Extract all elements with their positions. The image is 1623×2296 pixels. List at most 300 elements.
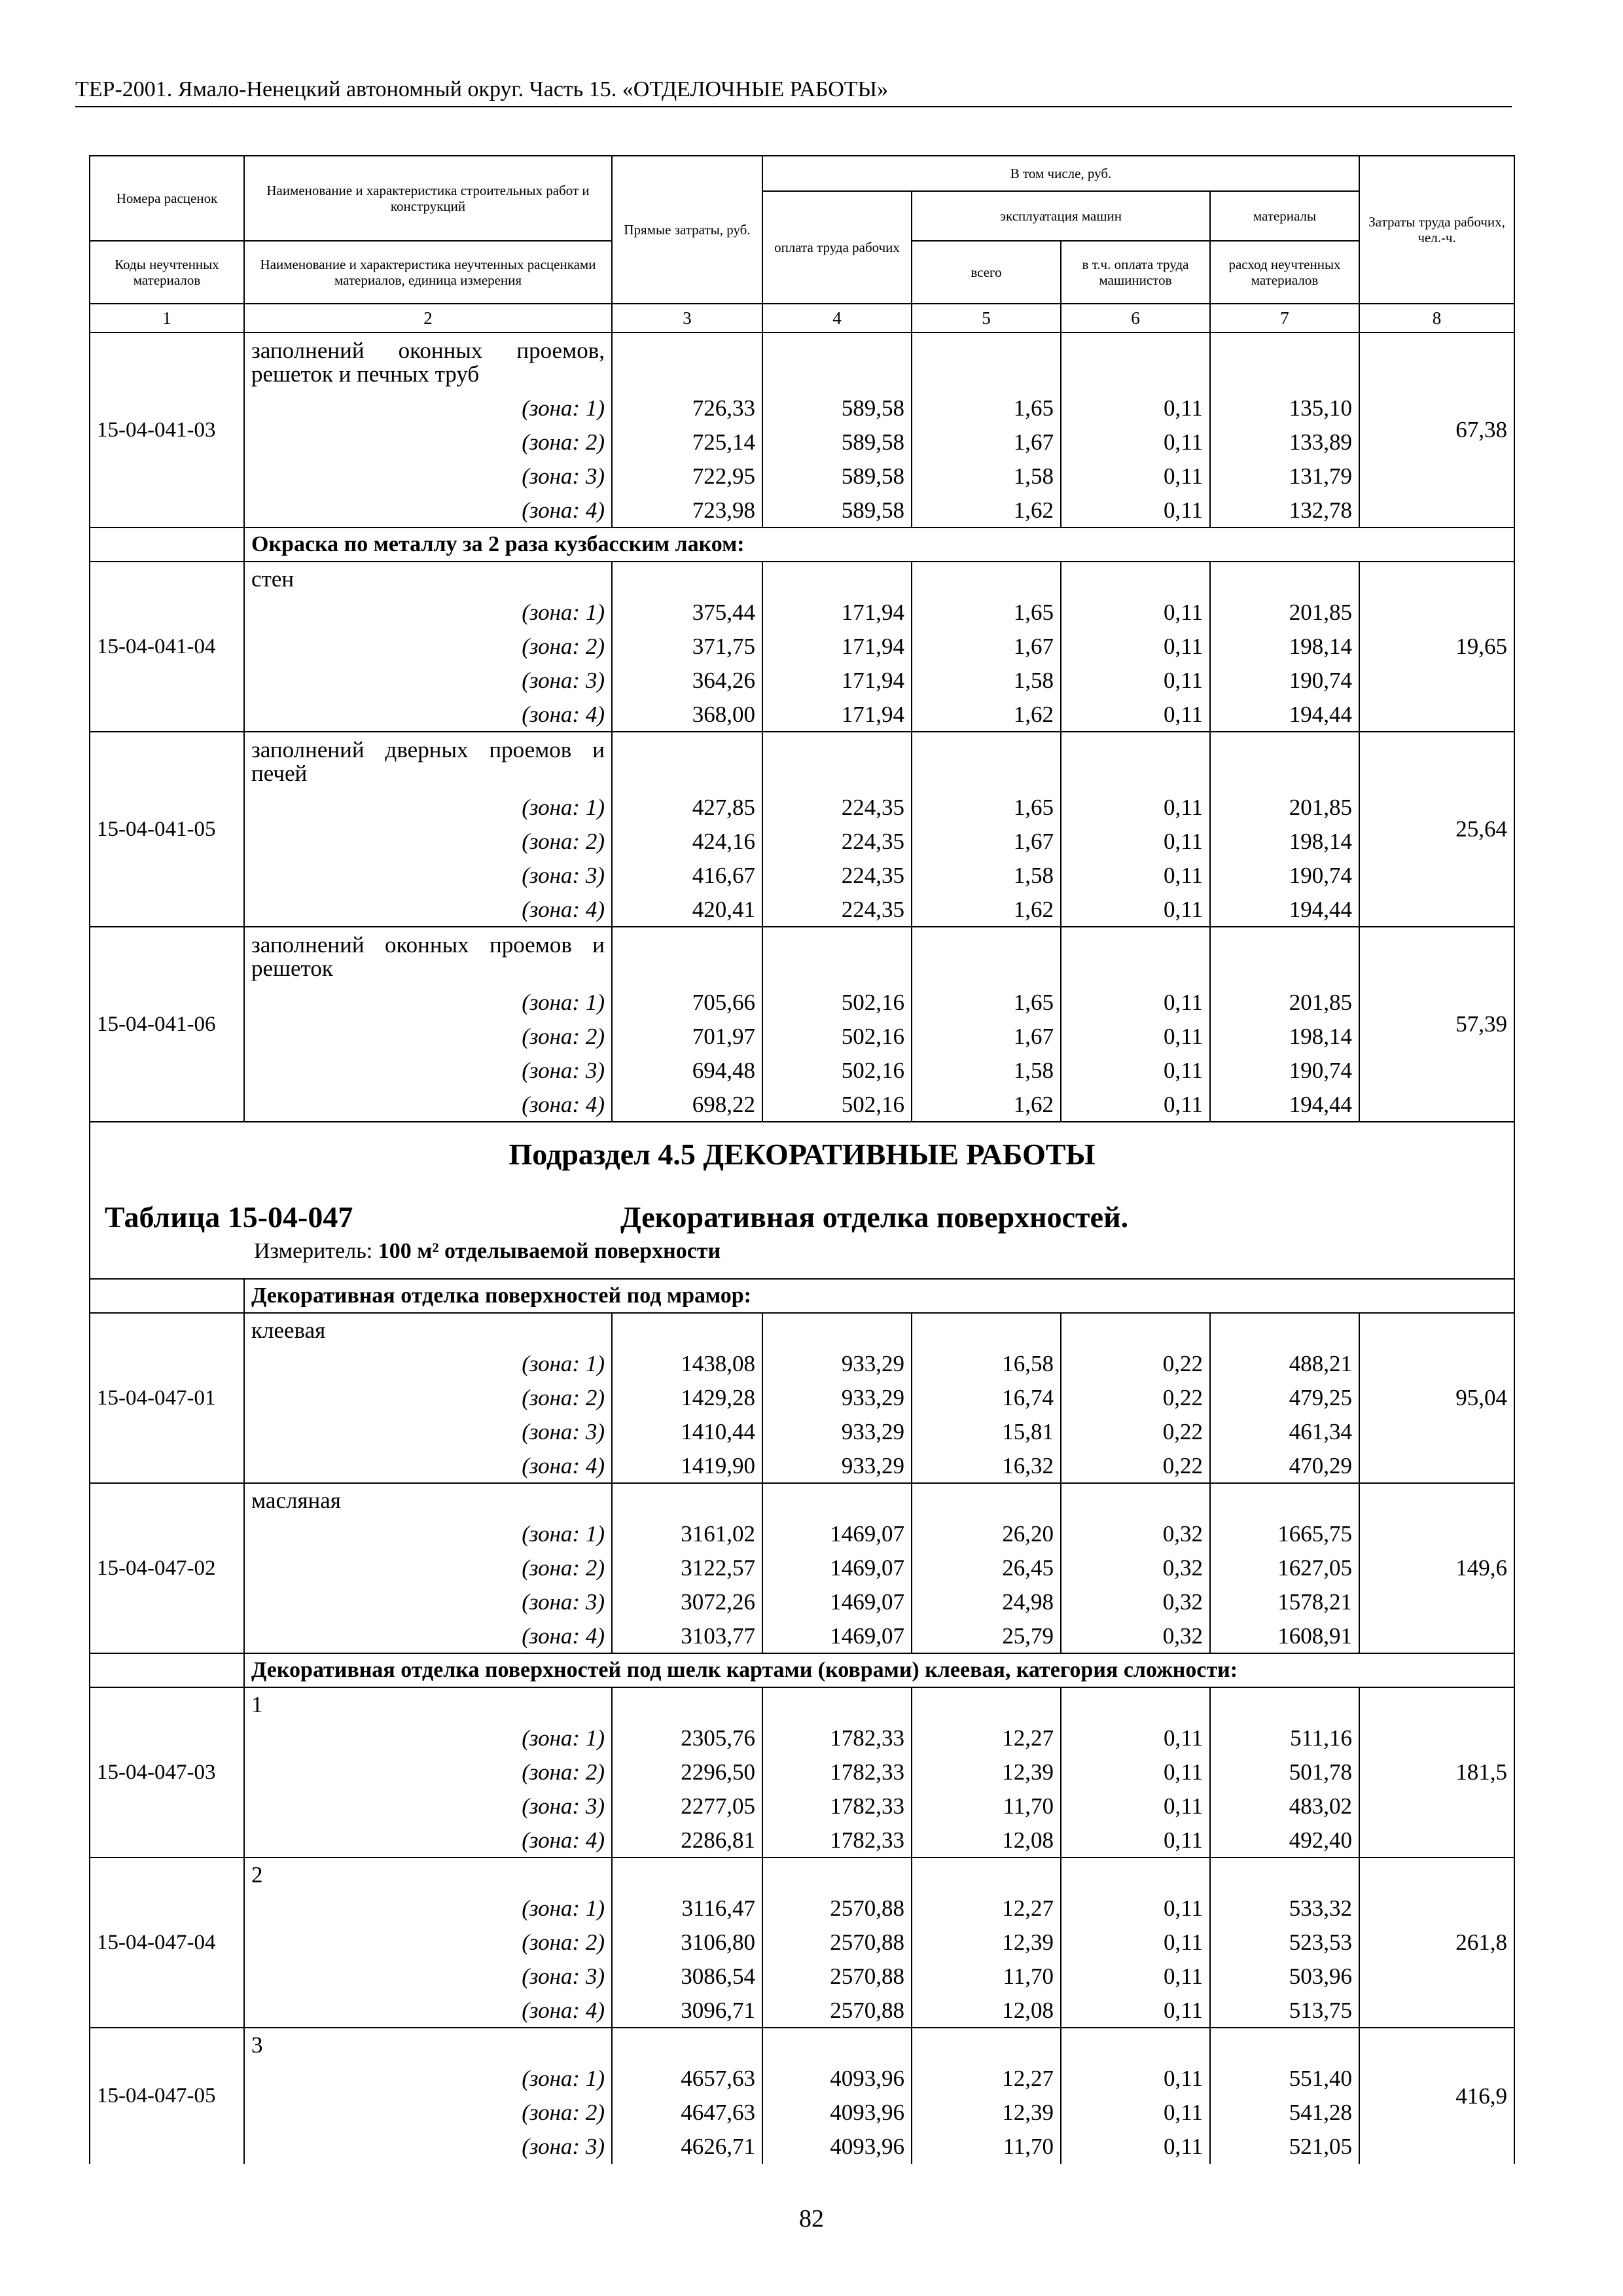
zone-value: 0,22 bbox=[1061, 1347, 1210, 1381]
rate-code: 15-04-047-05 bbox=[90, 2028, 244, 2164]
rate-row bbox=[90, 1483, 1514, 1517]
zone-row bbox=[90, 2096, 1514, 2130]
empty-cell bbox=[912, 1857, 1061, 1892]
zone-label: (зона: 1) bbox=[244, 1517, 612, 1551]
zone-value: 502,16 bbox=[762, 1054, 912, 1088]
zone-value: 1,67 bbox=[912, 1020, 1061, 1054]
subsection-row bbox=[90, 1122, 1514, 1279]
zone-value: 25,79 bbox=[912, 1619, 1061, 1653]
rate-code: 15-04-047-04 bbox=[90, 1857, 244, 2028]
zone-row bbox=[90, 1054, 1514, 1088]
zone-row bbox=[90, 859, 1514, 893]
zone-value: 15,81 bbox=[912, 1415, 1061, 1449]
rate-name: 3 bbox=[244, 2028, 612, 2062]
zone-value: 1,58 bbox=[912, 459, 1061, 493]
zone-value: 0,11 bbox=[1061, 2062, 1210, 2096]
zone-value: 194,44 bbox=[1210, 893, 1359, 927]
column-number-row bbox=[90, 304, 1514, 332]
zone-value: 2296,50 bbox=[612, 1755, 762, 1789]
zone-row bbox=[90, 2062, 1514, 2096]
zone-value: 0,32 bbox=[1061, 1585, 1210, 1619]
zone-value: 26,45 bbox=[912, 1551, 1061, 1585]
zone-label: (зона: 4) bbox=[244, 893, 612, 927]
zone-label: (зона: 1) bbox=[244, 791, 612, 825]
col1-top-header: Номера расценок bbox=[90, 156, 244, 241]
zone-label: (зона: 3) bbox=[244, 2130, 612, 2164]
zone-value: 201,85 bbox=[1210, 986, 1359, 1020]
zone-value: 4093,96 bbox=[762, 2130, 912, 2164]
zone-row bbox=[90, 664, 1514, 698]
zone-value: 3096,71 bbox=[612, 1994, 762, 2028]
empty-cell bbox=[912, 732, 1061, 791]
zone-value: 0,11 bbox=[1061, 2130, 1210, 2164]
rate-row bbox=[90, 927, 1514, 986]
column-number: 7 bbox=[1210, 304, 1359, 332]
zone-value: 0,11 bbox=[1061, 1892, 1210, 1926]
zone-value: 2286,81 bbox=[612, 1823, 762, 1857]
zone-value: 589,58 bbox=[762, 391, 912, 425]
zone-value: 521,05 bbox=[1210, 2130, 1359, 2164]
zone-value: 0,11 bbox=[1061, 391, 1210, 425]
zone-row bbox=[90, 825, 1514, 859]
zone-value: 701,97 bbox=[612, 1020, 762, 1054]
zone-row bbox=[90, 459, 1514, 493]
subsection-cell bbox=[90, 1122, 1514, 1279]
zone-value: 371,75 bbox=[612, 630, 762, 664]
empty-cell bbox=[762, 1687, 912, 1721]
col4-header: оплата труда рабочих bbox=[762, 191, 912, 304]
empty-cell bbox=[1210, 562, 1359, 596]
zone-value: 0,11 bbox=[1061, 459, 1210, 493]
empty-cell bbox=[1210, 732, 1359, 791]
zone-value: 201,85 bbox=[1210, 596, 1359, 630]
zone-value: 2570,88 bbox=[762, 1960, 912, 1994]
zone-row bbox=[90, 391, 1514, 425]
zone-value: 933,29 bbox=[762, 1415, 912, 1449]
zone-value: 12,27 bbox=[912, 2062, 1061, 2096]
labor-cost: 19,65 bbox=[1359, 562, 1514, 732]
zone-value: 1,58 bbox=[912, 664, 1061, 698]
zone-value: 12,39 bbox=[912, 1926, 1061, 1960]
rate-row bbox=[90, 1313, 1514, 1347]
col5-header: всего bbox=[912, 241, 1061, 304]
zone-row bbox=[90, 1347, 1514, 1381]
zone-value: 194,44 bbox=[1210, 698, 1359, 732]
empty-cell bbox=[762, 562, 912, 596]
rate-row bbox=[90, 562, 1514, 596]
zone-value: 0,11 bbox=[1061, 596, 1210, 630]
empty-cell bbox=[762, 1313, 912, 1347]
zone-value: 0,11 bbox=[1061, 1994, 1210, 2028]
zone-value: 523,53 bbox=[1210, 1926, 1359, 1960]
col2-bottom-header: Наименование и характеристика неучтенных расценками материалов, единица измерения bbox=[244, 241, 612, 304]
empty-cell bbox=[912, 2028, 1061, 2062]
zone-value: 1,58 bbox=[912, 1054, 1061, 1088]
zone-value: 0,11 bbox=[1061, 493, 1210, 528]
section-row bbox=[90, 1653, 1514, 1687]
table-name: Декоративная отделка поверхностей. bbox=[620, 1200, 1129, 1234]
zone-row bbox=[90, 1960, 1514, 1994]
empty-cell bbox=[762, 2028, 912, 2062]
zone-label: (зона: 4) bbox=[244, 1823, 612, 1857]
zone-value: 483,02 bbox=[1210, 1789, 1359, 1823]
zone-value: 3103,77 bbox=[612, 1619, 762, 1653]
zone-value: 501,78 bbox=[1210, 1755, 1359, 1789]
zone-value: 589,58 bbox=[762, 493, 912, 528]
zone-value: 427,85 bbox=[612, 791, 762, 825]
zone-value: 131,79 bbox=[1210, 459, 1359, 493]
zone-label: (зона: 3) bbox=[244, 859, 612, 893]
zone-value: 0,11 bbox=[1061, 1823, 1210, 1857]
empty-cell bbox=[1061, 332, 1210, 391]
empty-cell bbox=[1061, 1857, 1210, 1892]
zone-value: 1438,08 bbox=[612, 1347, 762, 1381]
col7-header: расход неучтенных материалов bbox=[1210, 241, 1359, 304]
zone-value: 190,74 bbox=[1210, 1054, 1359, 1088]
zone-value: 171,94 bbox=[762, 630, 912, 664]
section-title: Декоративная отделка поверхностей под шелк картами (коврами) клеевая, категория сложности: bbox=[244, 1653, 1514, 1687]
zone-value: 694,48 bbox=[612, 1054, 762, 1088]
zone-value: 1,65 bbox=[912, 791, 1061, 825]
rate-code: 15-04-041-05 bbox=[90, 732, 244, 927]
zone-value: 4093,96 bbox=[762, 2096, 912, 2130]
col8-header: Затраты труда рабочих, чел.-ч. bbox=[1359, 156, 1514, 304]
column-number: 2 bbox=[244, 304, 612, 332]
zone-row bbox=[90, 1020, 1514, 1054]
zone-row bbox=[90, 1823, 1514, 1857]
empty-cell bbox=[912, 562, 1061, 596]
rate-name: заполнений оконных проемов и решеток bbox=[244, 927, 612, 986]
zone-row bbox=[90, 425, 1514, 459]
subsection-title: Подраздел 4.5 ДЕКОРАТИВНЫЕ РАБОТЫ bbox=[508, 1138, 1096, 1171]
zone-value: 0,11 bbox=[1061, 893, 1210, 927]
page-number: 82 bbox=[799, 2205, 824, 2233]
zone-value: 511,16 bbox=[1210, 1721, 1359, 1755]
zone-value: 502,16 bbox=[762, 1088, 912, 1122]
column-number: 3 bbox=[612, 304, 762, 332]
empty-cell bbox=[762, 1857, 912, 1892]
zone-row bbox=[90, 791, 1514, 825]
zone-label: (зона: 4) bbox=[244, 493, 612, 528]
zone-label: (зона: 4) bbox=[244, 698, 612, 732]
zone-value: 1469,07 bbox=[762, 1619, 912, 1653]
zone-value: 0,11 bbox=[1061, 630, 1210, 664]
column-number: 4 bbox=[762, 304, 912, 332]
zone-value: 723,98 bbox=[612, 493, 762, 528]
zone-value: 198,14 bbox=[1210, 1020, 1359, 1054]
zone-value: 551,40 bbox=[1210, 2062, 1359, 2096]
zone-label: (зона: 2) bbox=[244, 425, 612, 459]
zone-row bbox=[90, 893, 1514, 927]
zone-row bbox=[90, 986, 1514, 1020]
zone-value: 4093,96 bbox=[762, 2062, 912, 2096]
zone-value: 11,70 bbox=[912, 1789, 1061, 1823]
empty-cell bbox=[912, 927, 1061, 986]
zone-value: 1,65 bbox=[912, 986, 1061, 1020]
zone-value: 0,11 bbox=[1061, 1721, 1210, 1755]
zone-label: (зона: 2) bbox=[244, 2096, 612, 2130]
zone-value: 201,85 bbox=[1210, 791, 1359, 825]
zone-value: 0,32 bbox=[1061, 1619, 1210, 1653]
empty-cell bbox=[1061, 2028, 1210, 2062]
zone-label: (зона: 1) bbox=[244, 986, 612, 1020]
rate-name: клеевая bbox=[244, 1313, 612, 1347]
zone-value: 224,35 bbox=[762, 825, 912, 859]
section-spacer bbox=[90, 528, 244, 562]
zone-value: 726,33 bbox=[612, 391, 762, 425]
empty-cell bbox=[1210, 332, 1359, 391]
zone-label: (зона: 2) bbox=[244, 1926, 612, 1960]
rate-row bbox=[90, 332, 1514, 391]
zone-label: (зона: 4) bbox=[244, 1994, 612, 2028]
zone-row bbox=[90, 698, 1514, 732]
empty-cell bbox=[1210, 2028, 1359, 2062]
section-title: Окраска по металлу за 2 раза кузбасским лаком: bbox=[244, 528, 1514, 562]
rate-name: 1 bbox=[244, 1687, 612, 1721]
zone-value: 198,14 bbox=[1210, 825, 1359, 859]
table-number: Таблица 15-04-047 bbox=[105, 1200, 353, 1234]
zone-value: 424,16 bbox=[612, 825, 762, 859]
rate-name: 2 bbox=[244, 1857, 612, 1892]
zone-value: 1782,33 bbox=[762, 1823, 912, 1857]
zone-value: 1469,07 bbox=[762, 1517, 912, 1551]
zone-value: 1,65 bbox=[912, 391, 1061, 425]
rate-row bbox=[90, 1857, 1514, 1892]
zone-label: (зона: 2) bbox=[244, 825, 612, 859]
zone-row bbox=[90, 1517, 1514, 1551]
zone-label: (зона: 3) bbox=[244, 1789, 612, 1823]
rate-row bbox=[90, 732, 1514, 791]
labor-cost: 95,04 bbox=[1359, 1313, 1514, 1483]
zone-value: 0,11 bbox=[1061, 859, 1210, 893]
zone-row bbox=[90, 1415, 1514, 1449]
zone-label: (зона: 4) bbox=[244, 1619, 612, 1653]
zone-value: 135,10 bbox=[1210, 391, 1359, 425]
empty-cell bbox=[612, 1687, 762, 1721]
zone-value: 1429,28 bbox=[612, 1381, 762, 1415]
zone-value: 461,34 bbox=[1210, 1415, 1359, 1449]
rate-code: 15-04-047-02 bbox=[90, 1483, 244, 1653]
zone-value: 16,58 bbox=[912, 1347, 1061, 1381]
zone-value: 933,29 bbox=[762, 1381, 912, 1415]
zone-value: 2277,05 bbox=[612, 1789, 762, 1823]
zone-row bbox=[90, 1088, 1514, 1122]
zone-value: 4626,71 bbox=[612, 2130, 762, 2164]
zone-value: 194,44 bbox=[1210, 1088, 1359, 1122]
zone-value: 3086,54 bbox=[612, 1960, 762, 1994]
zone-value: 4657,63 bbox=[612, 2062, 762, 2096]
empty-cell bbox=[612, 332, 762, 391]
meter-line bbox=[254, 1239, 721, 1264]
zone-row bbox=[90, 1449, 1514, 1483]
machines-header: эксплуатация машин bbox=[912, 191, 1210, 241]
empty-cell bbox=[612, 1483, 762, 1517]
zone-label: (зона: 4) bbox=[244, 1088, 612, 1122]
zone-label: (зона: 1) bbox=[244, 1721, 612, 1755]
empty-cell bbox=[912, 332, 1061, 391]
empty-cell bbox=[1061, 927, 1210, 986]
zone-value: 0,11 bbox=[1061, 1020, 1210, 1054]
labor-cost: 261,8 bbox=[1359, 1857, 1514, 2028]
zone-row bbox=[90, 1381, 1514, 1415]
rate-code: 15-04-041-03 bbox=[90, 332, 244, 528]
section-spacer bbox=[90, 1653, 244, 1687]
zone-value: 502,16 bbox=[762, 986, 912, 1020]
zone-value: 4647,63 bbox=[612, 2096, 762, 2130]
zone-value: 190,74 bbox=[1210, 859, 1359, 893]
labor-cost: 149,6 bbox=[1359, 1483, 1514, 1653]
zone-value: 0,11 bbox=[1061, 1789, 1210, 1823]
zone-value: 190,74 bbox=[1210, 664, 1359, 698]
zone-value: 224,35 bbox=[762, 859, 912, 893]
zone-label: (зона: 1) bbox=[244, 1892, 612, 1926]
zone-value: 12,27 bbox=[912, 1892, 1061, 1926]
zone-value: 0,22 bbox=[1061, 1449, 1210, 1483]
zone-value: 12,39 bbox=[912, 1755, 1061, 1789]
labor-cost: 25,64 bbox=[1359, 732, 1514, 927]
zone-value: 2570,88 bbox=[762, 1892, 912, 1926]
empty-cell bbox=[762, 927, 912, 986]
empty-cell bbox=[1061, 1687, 1210, 1721]
zone-value: 513,75 bbox=[1210, 1994, 1359, 2028]
zone-value: 368,00 bbox=[612, 698, 762, 732]
meter-label: Измеритель: bbox=[254, 1239, 373, 1263]
zone-value: 3072,26 bbox=[612, 1585, 762, 1619]
zone-value: 16,32 bbox=[912, 1449, 1061, 1483]
materials-header: материалы bbox=[1210, 191, 1359, 241]
zone-label: (зона: 1) bbox=[244, 596, 612, 630]
empty-cell bbox=[912, 1313, 1061, 1347]
zone-value: 725,14 bbox=[612, 425, 762, 459]
zone-row bbox=[90, 2130, 1514, 2164]
zone-value: 1,58 bbox=[912, 859, 1061, 893]
zone-row bbox=[90, 493, 1514, 528]
zone-value: 0,11 bbox=[1061, 1054, 1210, 1088]
zone-value: 933,29 bbox=[762, 1347, 912, 1381]
empty-cell bbox=[762, 732, 912, 791]
zone-value: 470,29 bbox=[1210, 1449, 1359, 1483]
empty-cell bbox=[612, 2028, 762, 2062]
zone-label: (зона: 2) bbox=[244, 1551, 612, 1585]
zone-value: 1782,33 bbox=[762, 1721, 912, 1755]
zone-label: (зона: 3) bbox=[244, 664, 612, 698]
zone-value: 224,35 bbox=[762, 893, 912, 927]
empty-cell bbox=[1061, 562, 1210, 596]
zone-value: 1,67 bbox=[912, 630, 1061, 664]
zone-value: 1,67 bbox=[912, 825, 1061, 859]
zone-value: 1,62 bbox=[912, 893, 1061, 927]
zone-value: 16,74 bbox=[912, 1381, 1061, 1415]
rate-name: стен bbox=[244, 562, 612, 596]
zone-value: 1782,33 bbox=[762, 1755, 912, 1789]
zone-value: 933,29 bbox=[762, 1449, 912, 1483]
empty-cell bbox=[762, 1483, 912, 1517]
zone-label: (зона: 2) bbox=[244, 1020, 612, 1054]
zone-label: (зона: 1) bbox=[244, 391, 612, 425]
zone-row bbox=[90, 596, 1514, 630]
zone-value: 24,98 bbox=[912, 1585, 1061, 1619]
empty-cell bbox=[612, 1313, 762, 1347]
zone-value: 3116,47 bbox=[612, 1892, 762, 1926]
empty-cell bbox=[1210, 1483, 1359, 1517]
empty-cell bbox=[1210, 927, 1359, 986]
zone-row bbox=[90, 1551, 1514, 1585]
zone-label: (зона: 4) bbox=[244, 1449, 612, 1483]
zone-value: 0,11 bbox=[1061, 825, 1210, 859]
zone-value: 416,67 bbox=[612, 859, 762, 893]
zone-label: (зона: 2) bbox=[244, 1381, 612, 1415]
zone-value: 1,62 bbox=[912, 1088, 1061, 1122]
rate-code: 15-04-047-03 bbox=[90, 1687, 244, 1857]
section-row bbox=[90, 528, 1514, 562]
zone-label: (зона: 3) bbox=[244, 1054, 612, 1088]
zone-value: 1410,44 bbox=[612, 1415, 762, 1449]
zone-value: 0,32 bbox=[1061, 1517, 1210, 1551]
rate-name: заполнений дверных проемов и печей bbox=[244, 732, 612, 791]
column-number: 8 bbox=[1359, 304, 1514, 332]
empty-cell bbox=[612, 562, 762, 596]
zone-row bbox=[90, 1926, 1514, 1960]
empty-cell bbox=[1061, 732, 1210, 791]
labor-cost: 57,39 bbox=[1359, 927, 1514, 1122]
empty-cell bbox=[912, 1687, 1061, 1721]
zone-row bbox=[90, 1789, 1514, 1823]
section-spacer bbox=[90, 1279, 244, 1313]
zone-value: 26,20 bbox=[912, 1517, 1061, 1551]
labor-cost: 416,9 bbox=[1359, 2028, 1514, 2164]
zone-label: (зона: 2) bbox=[244, 1755, 612, 1789]
zone-value: 0,11 bbox=[1061, 986, 1210, 1020]
rate-row bbox=[90, 2028, 1514, 2062]
zone-value: 502,16 bbox=[762, 1020, 912, 1054]
zone-row bbox=[90, 1892, 1514, 1926]
col1-bottom-header: Коды неучтенных материалов bbox=[90, 241, 244, 304]
zone-value: 1419,90 bbox=[612, 1449, 762, 1483]
zone-value: 0,11 bbox=[1061, 698, 1210, 732]
zone-value: 420,41 bbox=[612, 893, 762, 927]
zone-value: 12,27 bbox=[912, 1721, 1061, 1755]
rate-name: заполнений оконных проемов, решеток и печных труб bbox=[244, 332, 612, 391]
zone-value: 0,11 bbox=[1061, 791, 1210, 825]
zone-value: 1,65 bbox=[912, 596, 1061, 630]
zone-value: 722,95 bbox=[612, 459, 762, 493]
zone-value: 133,89 bbox=[1210, 425, 1359, 459]
zone-value: 3122,57 bbox=[612, 1551, 762, 1585]
zone-value: 488,21 bbox=[1210, 1347, 1359, 1381]
col2-top-header: Наименование и характеристика строительных работ и конструкций bbox=[244, 156, 612, 241]
empty-cell bbox=[1061, 1483, 1210, 1517]
zone-value: 364,26 bbox=[612, 664, 762, 698]
rate-code: 15-04-041-06 bbox=[90, 927, 244, 1122]
empty-cell bbox=[1210, 1313, 1359, 1347]
zone-value: 171,94 bbox=[762, 698, 912, 732]
zone-value: 698,22 bbox=[612, 1088, 762, 1122]
zone-value: 0,11 bbox=[1061, 2096, 1210, 2130]
zone-value: 1469,07 bbox=[762, 1551, 912, 1585]
zone-row bbox=[90, 1721, 1514, 1755]
column-number: 1 bbox=[90, 304, 244, 332]
zone-value: 3161,02 bbox=[612, 1517, 762, 1551]
zone-row bbox=[90, 1585, 1514, 1619]
empty-cell bbox=[1061, 1313, 1210, 1347]
empty-cell bbox=[912, 1483, 1061, 1517]
zone-value: 0,22 bbox=[1061, 1381, 1210, 1415]
zone-value: 0,11 bbox=[1061, 1960, 1210, 1994]
col6-header: в т.ч. оплата труда машинистов bbox=[1061, 241, 1210, 304]
zone-value: 705,66 bbox=[612, 986, 762, 1020]
zone-value: 492,40 bbox=[1210, 1823, 1359, 1857]
labor-cost: 67,38 bbox=[1359, 332, 1514, 528]
